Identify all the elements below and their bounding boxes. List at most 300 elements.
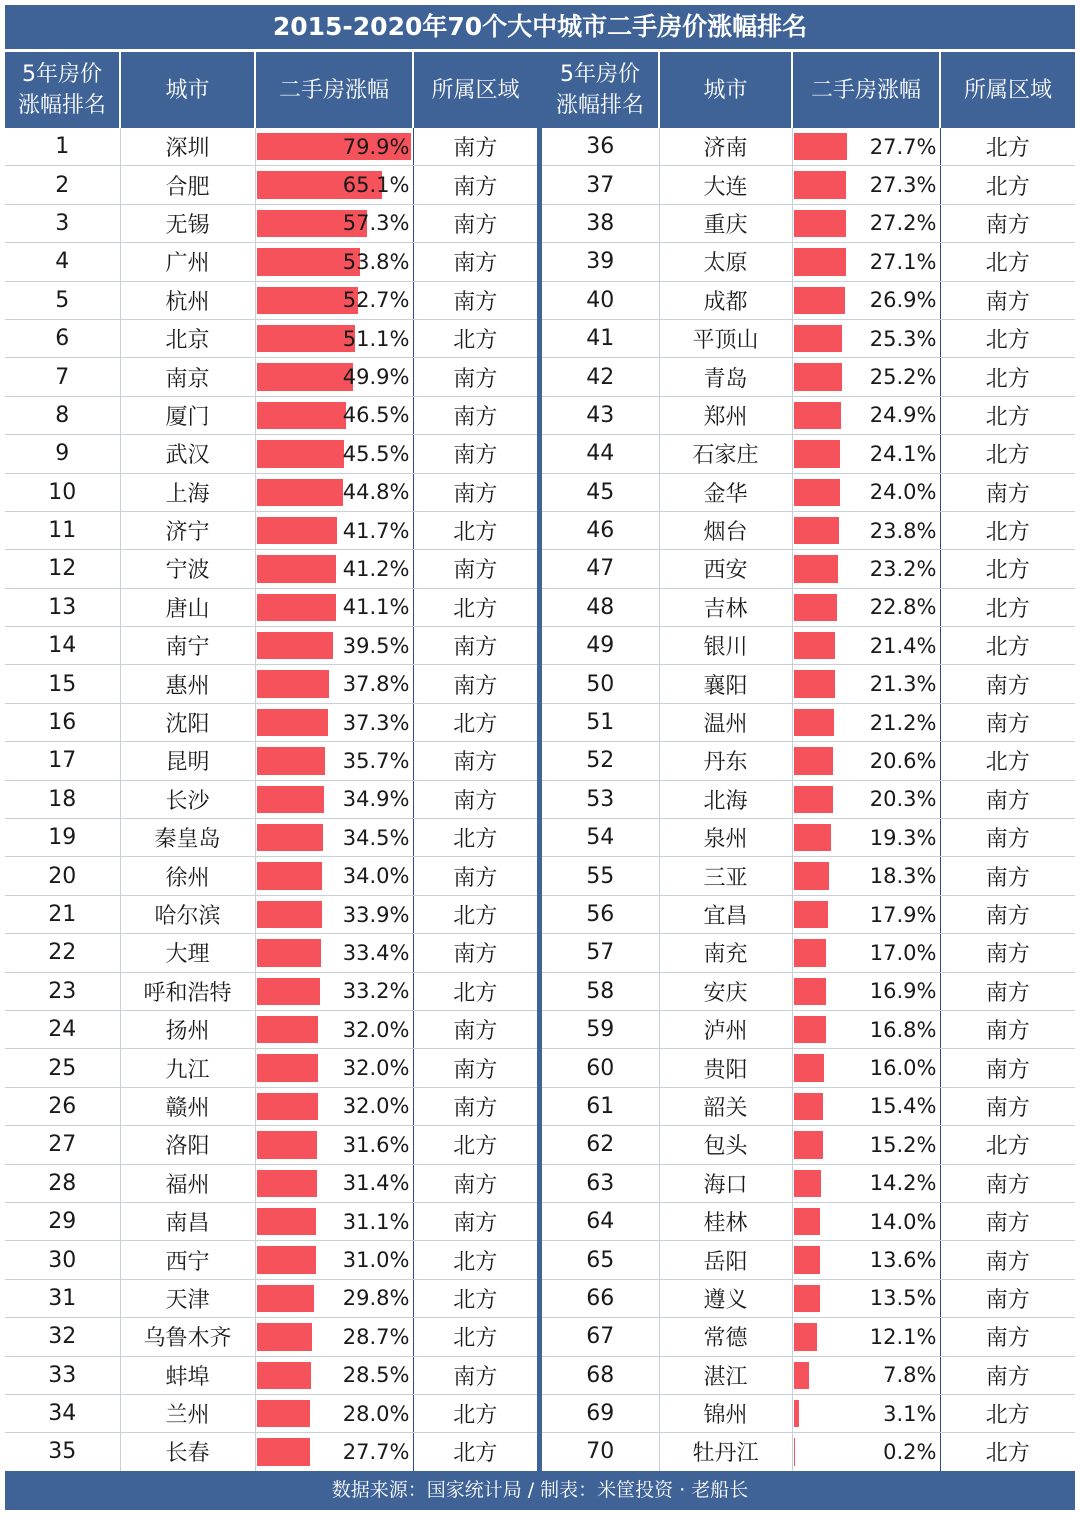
increase-value: 24.0%: [869, 480, 937, 505]
increase-value: 31.6%: [342, 1132, 410, 1157]
table-row: [5, 204, 537, 242]
city-cell: 西安: [659, 550, 792, 588]
city-cell: 济南: [659, 128, 792, 166]
rank-cell: 41: [542, 319, 659, 357]
region-cell: 北方: [413, 1279, 537, 1317]
city-cell: 惠州: [120, 665, 255, 703]
increase-bar: [257, 670, 330, 697]
increase-cell: [792, 166, 940, 204]
increase-bar: [257, 1054, 319, 1081]
increase-bar: [794, 210, 846, 237]
increase-bar: [794, 1362, 809, 1389]
increase-value: 27.7%: [342, 1439, 410, 1464]
header-rank: 5年房价 涨幅排名: [5, 52, 120, 128]
increase-cell: [792, 1394, 940, 1432]
city-cell: 蚌埠: [120, 1356, 255, 1394]
increase-bar: [794, 901, 829, 928]
increase-bar: [257, 1323, 312, 1350]
region-cell: 南方: [413, 128, 537, 166]
increase-cell: [792, 128, 940, 166]
rank-cell: 48: [542, 588, 659, 626]
table-row: [542, 1433, 1075, 1471]
increase-bar: [257, 1400, 311, 1427]
increase-value: 41.7%: [342, 518, 410, 543]
increase-bar: [257, 363, 353, 390]
city-cell: 襄阳: [659, 665, 792, 703]
increase-cell: [792, 204, 940, 242]
rank-cell: 70: [542, 1433, 659, 1471]
header-city: 城市: [120, 52, 255, 128]
city-cell: 厦门: [120, 396, 255, 434]
increase-cell: [792, 511, 940, 549]
table-row: [5, 819, 537, 857]
increase-value: 14.2%: [869, 1171, 937, 1196]
city-cell: 烟台: [659, 511, 792, 549]
increase-value: 27.2%: [869, 211, 937, 236]
increase-bar: [794, 171, 847, 198]
increase-value: 32.0%: [342, 1056, 410, 1081]
ranking-table-left: [5, 52, 537, 1472]
city-cell: 丹东: [659, 742, 792, 780]
rank-cell: 24: [5, 1010, 120, 1048]
table-row: [542, 1318, 1075, 1356]
increase-cell: [792, 1202, 940, 1240]
rank-cell: 35: [5, 1433, 120, 1471]
increase-bar: [794, 1208, 821, 1235]
table-row: [542, 895, 1075, 933]
increase-cell: [255, 588, 413, 626]
rank-cell: 4: [5, 243, 120, 281]
increase-cell: [255, 243, 413, 281]
increase-value: 12.1%: [869, 1324, 937, 1349]
city-cell: 西宁: [120, 1241, 255, 1279]
increase-cell: [792, 358, 940, 396]
rank-cell: 61: [542, 1087, 659, 1125]
increase-cell: [255, 1049, 413, 1087]
region-cell: 北方: [413, 819, 537, 857]
increase-cell: [792, 703, 940, 741]
increase-bar: [257, 747, 326, 774]
increase-bar: [257, 1131, 318, 1158]
increase-cell: [792, 1318, 940, 1356]
table-row: [542, 1202, 1075, 1240]
region-cell: 南方: [940, 1164, 1075, 1202]
rank-cell: 63: [542, 1164, 659, 1202]
rank-cell: 26: [5, 1087, 120, 1125]
table-row: [5, 857, 537, 895]
rank-cell: 65: [542, 1241, 659, 1279]
region-cell: 北方: [413, 588, 537, 626]
city-cell: 温州: [659, 703, 792, 741]
region-cell: 北方: [940, 128, 1075, 166]
city-cell: 南京: [120, 358, 255, 396]
table-row: [542, 1164, 1075, 1202]
city-cell: 大理: [120, 934, 255, 972]
increase-value: 15.4%: [869, 1094, 937, 1119]
increase-cell: [792, 1087, 940, 1125]
increase-bar: [794, 862, 829, 889]
region-cell: 北方: [413, 703, 537, 741]
city-cell: 海口: [659, 1164, 792, 1202]
city-cell: 平顶山: [659, 319, 792, 357]
increase-value: 28.7%: [342, 1324, 410, 1349]
increase-value: 25.2%: [869, 365, 937, 390]
increase-cell: [792, 281, 940, 319]
increase-value: 21.2%: [869, 710, 937, 735]
increase-cell: [255, 665, 413, 703]
increase-bar: [794, 1131, 823, 1158]
increase-value: 7.8%: [883, 1363, 937, 1388]
city-cell: 韶关: [659, 1087, 792, 1125]
rank-cell: 33: [5, 1356, 120, 1394]
header-increase: 二手房涨幅: [792, 52, 940, 128]
increase-cell: [255, 1202, 413, 1240]
region-cell: 南方: [940, 703, 1075, 741]
header-increase: 二手房涨幅: [255, 52, 413, 128]
increase-value: 16.8%: [869, 1017, 937, 1042]
table-row: [542, 588, 1075, 626]
increase-value: 27.7%: [869, 134, 937, 159]
increase-value: 28.5%: [342, 1363, 410, 1388]
table-row: [542, 780, 1075, 818]
increase-value: 46.5%: [342, 403, 410, 428]
increase-bar: [257, 824, 323, 851]
region-cell: 南方: [940, 780, 1075, 818]
increase-value: 15.2%: [869, 1132, 937, 1157]
increase-cell: [792, 473, 940, 511]
increase-bar: [257, 786, 324, 813]
table-row: [542, 934, 1075, 972]
city-cell: 安庆: [659, 972, 792, 1010]
city-cell: 石家庄: [659, 435, 792, 473]
increase-value: 37.8%: [342, 672, 410, 697]
rank-cell: 58: [542, 972, 659, 1010]
increase-value: 28.0%: [342, 1401, 410, 1426]
header-city: 城市: [659, 52, 792, 128]
table-row: [542, 1049, 1075, 1087]
rank-cell: 56: [542, 895, 659, 933]
increase-cell: [792, 1049, 940, 1087]
rank-cell: 20: [5, 857, 120, 895]
region-cell: 南方: [413, 857, 537, 895]
table-row: [5, 396, 537, 434]
table-row: [5, 972, 537, 1010]
table-row: [542, 550, 1075, 588]
city-cell: 秦皇岛: [120, 819, 255, 857]
table-row: [5, 742, 537, 780]
increase-value: 52.7%: [342, 288, 410, 313]
increase-bar: [257, 1362, 312, 1389]
rank-cell: 5: [5, 281, 120, 319]
rank-cell: 45: [542, 473, 659, 511]
rank-cell: 9: [5, 435, 120, 473]
rank-cell: 2: [5, 166, 120, 204]
city-cell: 重庆: [659, 204, 792, 242]
table-row: [542, 857, 1075, 895]
header-region: 所属区域: [413, 52, 537, 128]
rank-cell: 50: [542, 665, 659, 703]
table-row: [5, 1087, 537, 1125]
increase-bar: [257, 939, 321, 966]
table-row: [5, 358, 537, 396]
rank-cell: 6: [5, 319, 120, 357]
increase-cell: [255, 1241, 413, 1279]
region-cell: 南方: [940, 972, 1075, 1010]
city-cell: 包头: [659, 1126, 792, 1164]
increase-bar: [794, 555, 839, 582]
region-cell: 北方: [940, 627, 1075, 665]
increase-cell: [255, 1394, 413, 1432]
region-cell: 北方: [940, 742, 1075, 780]
rank-cell: 36: [542, 128, 659, 166]
table-row: [542, 1279, 1075, 1317]
table-row: [5, 550, 537, 588]
city-cell: 牡丹江: [659, 1433, 792, 1471]
increase-cell: [255, 703, 413, 741]
table-row: [5, 281, 537, 319]
increase-bar: [257, 402, 347, 429]
increase-value: 26.9%: [869, 288, 937, 313]
increase-cell: [255, 396, 413, 434]
increase-bar: [257, 517, 337, 544]
increase-value: 23.8%: [869, 518, 937, 543]
increase-cell: [792, 665, 940, 703]
increase-cell: [255, 550, 413, 588]
increase-bar: [257, 1093, 319, 1120]
rank-cell: 7: [5, 358, 120, 396]
table-row: [5, 703, 537, 741]
city-cell: 沈阳: [120, 703, 255, 741]
region-cell: 北方: [940, 396, 1075, 434]
rank-cell: 68: [542, 1356, 659, 1394]
increase-value: 27.3%: [869, 173, 937, 198]
region-cell: 南方: [413, 1356, 537, 1394]
increase-value: 3.1%: [883, 1401, 937, 1426]
region-cell: 北方: [413, 1433, 537, 1471]
region-cell: 北方: [413, 895, 537, 933]
region-cell: 南方: [413, 358, 537, 396]
increase-value: 41.1%: [342, 595, 410, 620]
increase-bar: [794, 1170, 821, 1197]
increase-bar: [794, 670, 835, 697]
table-row: [5, 1394, 537, 1432]
table-row: [5, 1164, 537, 1202]
region-cell: 北方: [413, 1318, 537, 1356]
increase-bar: [257, 862, 323, 889]
table-row: [542, 1087, 1075, 1125]
table-row: [5, 1126, 537, 1164]
region-cell: 南方: [413, 243, 537, 281]
region-cell: 北方: [413, 319, 537, 357]
city-cell: 青岛: [659, 358, 792, 396]
increase-value: 31.1%: [342, 1209, 410, 1234]
increase-value: 24.9%: [869, 403, 937, 428]
region-cell: 南方: [940, 934, 1075, 972]
region-cell: 南方: [413, 396, 537, 434]
city-cell: 湛江: [659, 1356, 792, 1394]
table-row: [542, 1126, 1075, 1164]
region-cell: 南方: [413, 473, 537, 511]
increase-value: 65.1%: [342, 173, 410, 198]
city-cell: 呼和浩特: [120, 972, 255, 1010]
city-cell: 广州: [120, 243, 255, 281]
table-row: [542, 1010, 1075, 1048]
city-cell: 南充: [659, 934, 792, 972]
city-cell: 南昌: [120, 1202, 255, 1240]
table-row: [542, 1394, 1075, 1432]
increase-value: 44.8%: [342, 480, 410, 505]
city-cell: 洛阳: [120, 1126, 255, 1164]
increase-value: 53.8%: [342, 249, 410, 274]
increase-cell: [255, 319, 413, 357]
increase-bar: [794, 1054, 825, 1081]
rank-cell: 10: [5, 473, 120, 511]
page-title: 2015-2020年70个大中城市二手房价涨幅排名: [5, 5, 1075, 49]
region-cell: 北方: [940, 511, 1075, 549]
region-cell: 南方: [413, 742, 537, 780]
increase-cell: [792, 1126, 940, 1164]
increase-cell: [255, 204, 413, 242]
city-cell: 长春: [120, 1433, 255, 1471]
increase-value: 32.0%: [342, 1094, 410, 1119]
increase-cell: [255, 1318, 413, 1356]
rank-cell: 32: [5, 1318, 120, 1356]
increase-bar: [257, 978, 321, 1005]
increase-value: 0.2%: [883, 1439, 937, 1464]
table-row: [5, 511, 537, 549]
table-row: [5, 1049, 537, 1087]
increase-bar: [794, 1246, 820, 1273]
rank-cell: 34: [5, 1394, 120, 1432]
city-cell: 郑州: [659, 396, 792, 434]
increase-cell: [792, 1010, 940, 1048]
rank-cell: 59: [542, 1010, 659, 1048]
increase-cell: [792, 1433, 940, 1471]
increase-cell: [255, 1164, 413, 1202]
rank-cell: 60: [542, 1049, 659, 1087]
source-footer: 数据来源：国家统计局 / 制表：米筐投资 · 老船长: [5, 1471, 1075, 1510]
table-row: [5, 1279, 537, 1317]
rank-cell: 17: [5, 742, 120, 780]
increase-cell: [792, 819, 940, 857]
increase-value: 37.3%: [342, 710, 410, 735]
ranking-table-right: [542, 52, 1075, 1472]
region-cell: 南方: [413, 627, 537, 665]
increase-cell: [255, 895, 413, 933]
city-cell: 成都: [659, 281, 792, 319]
region-cell: 南方: [413, 281, 537, 319]
increase-bar: [794, 248, 846, 275]
increase-cell: [255, 857, 413, 895]
table-row: [5, 1010, 537, 1048]
table-row: [5, 1202, 537, 1240]
region-cell: 北方: [940, 166, 1075, 204]
region-cell: 南方: [413, 1087, 537, 1125]
city-cell: 锦州: [659, 1394, 792, 1432]
increase-value: 14.0%: [869, 1209, 937, 1234]
region-cell: 南方: [413, 550, 537, 588]
increase-bar: [257, 325, 355, 352]
increase-cell: [792, 895, 940, 933]
rank-cell: 11: [5, 511, 120, 549]
region-cell: 南方: [940, 281, 1075, 319]
region-cell: 南方: [940, 1356, 1075, 1394]
region-cell: 南方: [413, 934, 537, 972]
increase-bar: [257, 1246, 317, 1273]
table-row: [542, 128, 1075, 166]
increase-bar: [794, 133, 847, 160]
increase-value: 31.4%: [342, 1171, 410, 1196]
city-cell: 扬州: [120, 1010, 255, 1048]
region-cell: 北方: [940, 319, 1075, 357]
rank-cell: 54: [542, 819, 659, 857]
rank-cell: 43: [542, 396, 659, 434]
increase-cell: [255, 742, 413, 780]
increase-bar: [257, 1208, 317, 1235]
rank-cell: 49: [542, 627, 659, 665]
table-row: [542, 281, 1075, 319]
city-cell: 金华: [659, 473, 792, 511]
increase-bar: [257, 594, 336, 621]
increase-bar: [794, 1093, 824, 1120]
table-row: [542, 819, 1075, 857]
table-row: [5, 1318, 537, 1356]
rank-cell: 14: [5, 627, 120, 665]
increase-bar: [257, 1438, 310, 1465]
city-cell: 长沙: [120, 780, 255, 818]
header-rank: 5年房价 涨幅排名: [542, 52, 659, 128]
increase-cell: [792, 1279, 940, 1317]
increase-value: 41.2%: [342, 556, 410, 581]
increase-value: 18.3%: [869, 864, 937, 889]
increase-cell: [255, 1010, 413, 1048]
rank-cell: 44: [542, 435, 659, 473]
region-cell: 南方: [940, 1087, 1075, 1125]
city-cell: 大连: [659, 166, 792, 204]
increase-cell: [255, 627, 413, 665]
increase-cell: [255, 972, 413, 1010]
table-row: [542, 319, 1075, 357]
table-row: [542, 396, 1075, 434]
rank-cell: 25: [5, 1049, 120, 1087]
city-cell: 太原: [659, 243, 792, 281]
increase-cell: [792, 588, 940, 626]
city-cell: 北京: [120, 319, 255, 357]
rank-cell: 52: [542, 742, 659, 780]
region-cell: 南方: [940, 1279, 1075, 1317]
increase-cell: [255, 166, 413, 204]
rank-cell: 23: [5, 972, 120, 1010]
region-cell: 北方: [940, 1126, 1075, 1164]
increase-bar: [257, 1016, 319, 1043]
table-row: [5, 243, 537, 281]
increase-value: 57.3%: [342, 211, 410, 236]
region-cell: 南方: [940, 1010, 1075, 1048]
increase-cell: [255, 473, 413, 511]
region-cell: 北方: [413, 1241, 537, 1279]
table-row: [542, 204, 1075, 242]
increase-value: 22.8%: [869, 595, 937, 620]
table-row: [5, 665, 537, 703]
table-row: [542, 1241, 1075, 1279]
rank-cell: 18: [5, 780, 120, 818]
increase-value: 16.9%: [869, 979, 937, 1004]
rank-cell: 12: [5, 550, 120, 588]
city-cell: 天津: [120, 1279, 255, 1317]
increase-value: 24.1%: [869, 441, 937, 466]
region-cell: 南方: [413, 1049, 537, 1087]
city-cell: 赣州: [120, 1087, 255, 1125]
